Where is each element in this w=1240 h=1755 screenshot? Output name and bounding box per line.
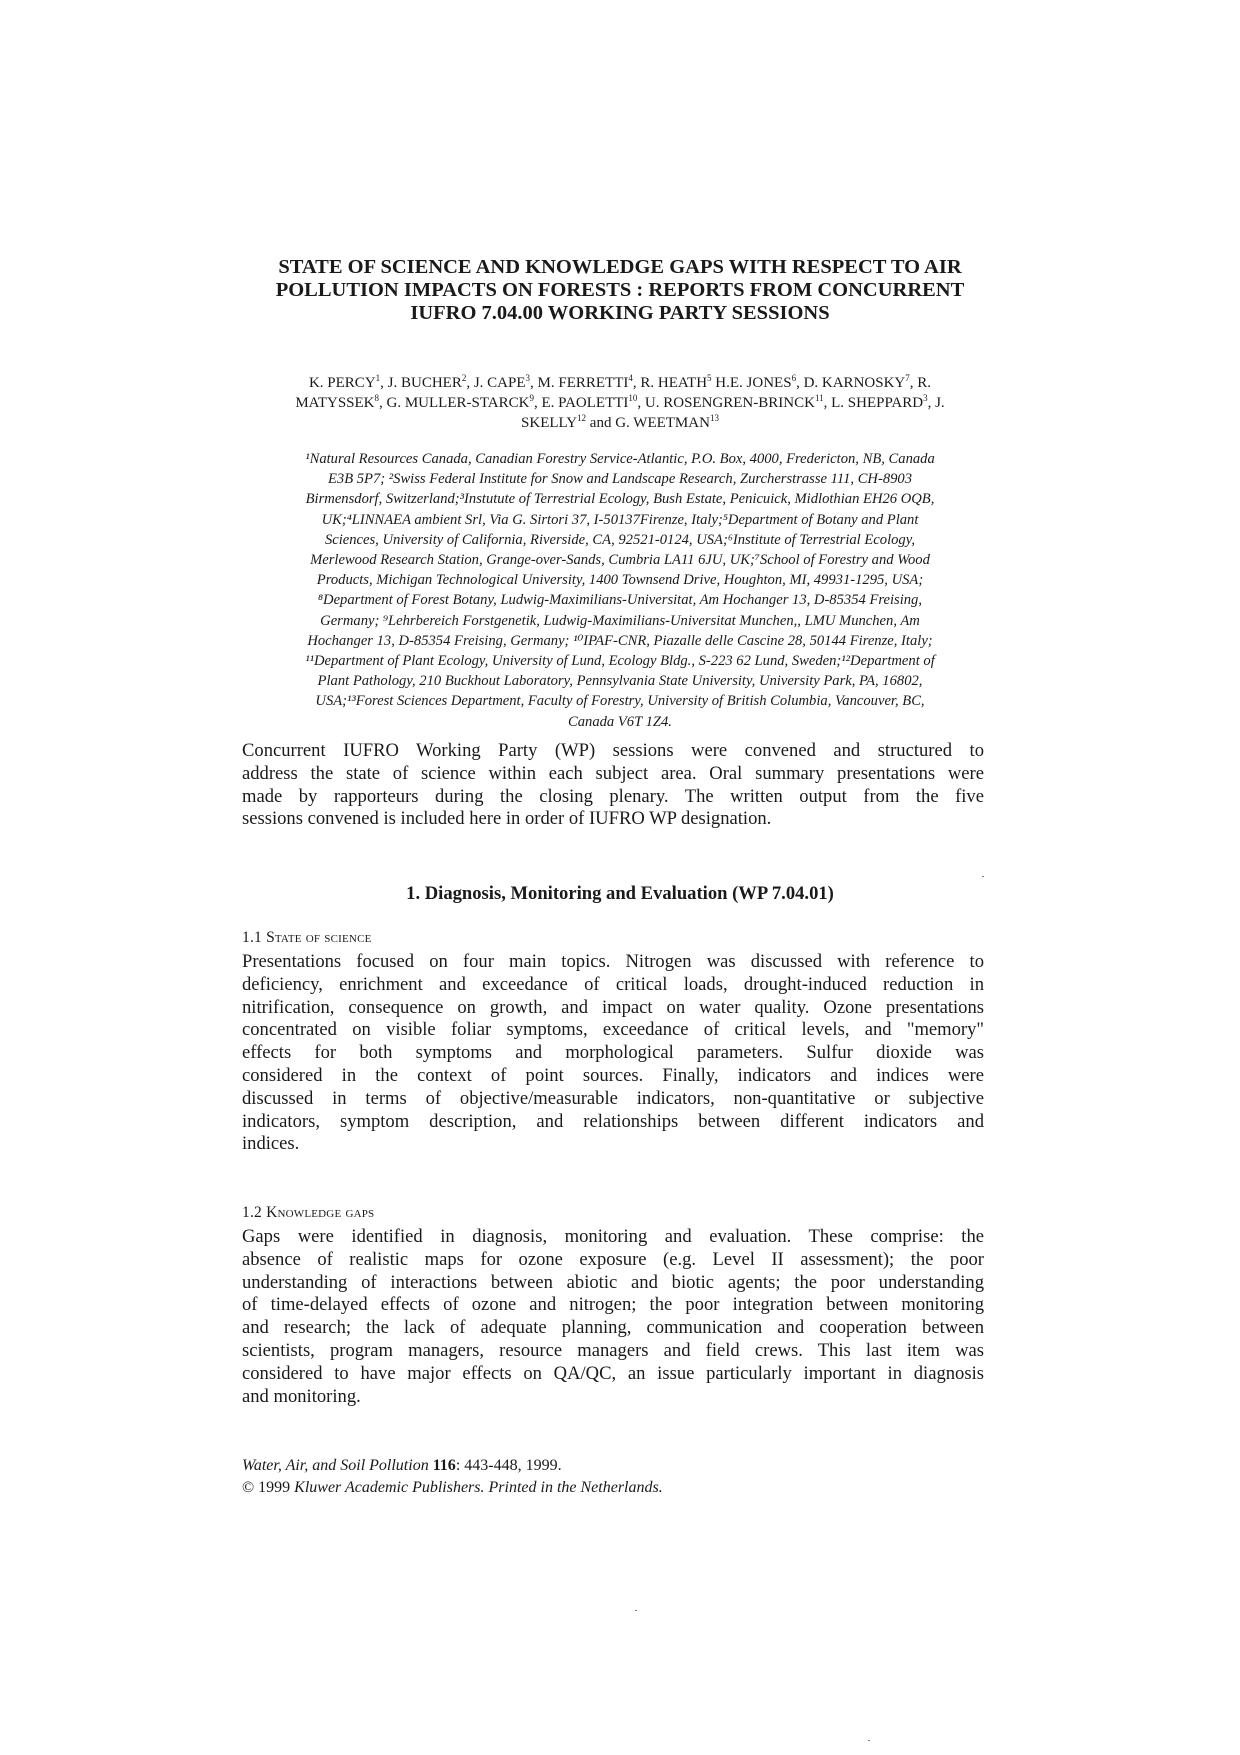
author: M. FERRETTI$^4$ xyxy=(537,373,633,391)
text-line: Presentations focused on four main topics. Nitrogen was discussed with reference to xyxy=(242,951,984,972)
subsection-heading: 1.2 Knowledge gaps xyxy=(242,1204,375,1221)
author: K. PERCY$^1$ xyxy=(308,373,381,391)
author: J. BUCHER$^2$ xyxy=(387,373,467,391)
citation-line: Water, Air, and Soil Pollution 116: 443-448, 1999. xyxy=(242,1457,562,1474)
affiliation-line: Germany; ⁹Lehrbereich Forstgenetik, Ludwig-Maximilians-Universitat Munchen,, LMU Munchen, Am xyxy=(320,612,920,629)
text-line: absence of realistic maps for ozone exposure (e.g. Level II assessment); the poor xyxy=(242,1248,984,1270)
text-line: concentrated on visible foliar symptoms, exceedance of critical levels, and "memory" xyxy=(242,1019,984,1041)
title-line: POLLUTION IMPACTS ON FORESTS : REPORTS FROM CONCURRENT xyxy=(275,279,965,301)
affiliation-line: USA;¹³Forest Sciences Department, Faculty of Forestry, University of British Columbia, Vancouver, BC, xyxy=(315,693,925,710)
affiliation-line: Products, Michigan Technological University, 1400 Townsend Drive, Houghton, MI, 49931-1295, USA; xyxy=(316,572,924,589)
text-line: nitrification, consequence on growth, and impact on water quality. Ozone presentations xyxy=(242,996,984,1018)
journal-footer xyxy=(242,1455,802,1499)
affiliation-line: Birmensdorf, Switzerland;³Instutute of Terrestrial Ecology, Bush Estate, Penicuick, Midlothian EH26 OQB, xyxy=(305,491,935,508)
affiliation-line: Sciences, University of California, Riverside, CA, 92521-0124, USA;⁶Institute of Terrestrial Ecology, xyxy=(324,531,916,548)
scan-speck xyxy=(982,876,984,877)
affiliation-line: E3B 5P7; ²Swiss Federal Institute for Snow and Landscape Research, Zurcherstrasse 111, CH-8903 xyxy=(327,471,913,488)
author-list: K. PERCY$^1$, J. BUCHER$^2$, J. CAPE$^3$, M. FERRETTI$^4$, R. HEATH$^5$ H.E. JONES$^6$, D. KARNOSKY$^7$, R. MATYSSEK$^8$, G. MULLER-STARCK$^9$, E. PAOLETTI$^{10}$, U. ROSENGREN-BRINCK$^{11}$, L. SHEPPARD$^3$, J. SKELLY$^{12}$ and G. WEETMAN$^{13}$ xyxy=(295,373,945,431)
text-line: considered to have major effects on QA/QC, an issue particularly important in diagnosis xyxy=(242,1362,984,1384)
title-line: IUFRO 7.04.00 WORKING PARTY SESSIONS xyxy=(410,302,830,324)
intro-paragraph xyxy=(242,740,984,831)
paper-title xyxy=(240,256,1000,325)
text-line: scientists, program managers, resource managers and field crews. This last item was xyxy=(242,1339,984,1361)
text-line: Gaps were identified in diagnosis, monitoring and evaluation. These comprise: the xyxy=(242,1226,984,1247)
section-heading: 1. Diagnosis, Monitoring and Evaluation (WP 7.04.01) xyxy=(406,883,834,904)
author: R. HEATH$^5$ xyxy=(640,373,712,391)
text-line: indices. xyxy=(242,1133,300,1155)
state-of-science-paragraph xyxy=(242,951,984,1156)
affiliation-line: ⁸Department of Forest Botany, Ludwig-Maximilians-Universitat, Am Hochanger 13, D-85354 Freising, xyxy=(317,592,923,609)
text-line: indicators, symptom description, and relationships between different indicators and xyxy=(242,1110,984,1132)
text-line: sessions convened is included here in order of IUFRO WP designation. xyxy=(242,808,772,830)
affiliations xyxy=(238,449,1002,732)
text-line: understanding of interactions between abiotic and biotic agents; the poor understanding xyxy=(242,1271,984,1293)
author: D. KARNOSKY$^7$ xyxy=(803,373,910,391)
subsection-heading: 1.1 State of science xyxy=(242,929,372,946)
text-line: effects for both symptoms and morphological parameters. Sulfur dioxide was xyxy=(242,1042,984,1064)
author: L. SHEPPARD$^3$ xyxy=(831,393,928,411)
affiliation-line: Canada V6T 1Z4. xyxy=(568,713,672,730)
title-line: STATE OF SCIENCE AND KNOWLEDGE GAPS WITH RESPECT TO AIR xyxy=(278,256,962,278)
author: U. ROSENGREN-BRINCK$^{11}$ xyxy=(644,393,824,411)
affiliation-line: UK;⁴LINNAEA ambient Srl, Via G. Sirtori 37, I-50137Firenze, Italy;⁵Department of Botany and Plant xyxy=(321,511,919,528)
text-line: and monitoring. xyxy=(242,1385,361,1407)
affiliation-line: ¹Natural Resources Canada, Canadian Forestry Service-Atlantic, P.O. Box, 4000, Fredericton, NB, Canada xyxy=(305,451,935,467)
text-line: Concurrent IUFRO Working Party (WP) sessions were convened and structured to xyxy=(242,740,984,761)
text-line: deficiency, enrichment and exceedance of critical loads, drought-induced reduction in xyxy=(242,973,984,995)
scan-speck xyxy=(635,1610,637,1611)
text-line: and research; the lack of adequate planning, communication and cooperation between xyxy=(242,1317,984,1339)
knowledge-gaps-paragraph xyxy=(242,1226,984,1408)
text-line: address the state of science within each subject area. Oral summary presentations were xyxy=(242,762,984,784)
affiliation-line: Plant Pathology, 210 Buckhout Laboratory, Pennsylvania State University, University Park, PA, 16802, xyxy=(317,673,923,690)
author: E. PAOLETTI$^{10}$ xyxy=(541,393,638,411)
text-line: made by rapporteurs during the closing plenary. The written output from the five xyxy=(242,785,984,807)
affiliation-line: Hochanger 13, D-85354 Freising, Germany; ¹⁰IPAF-CNR, Piazalle delle Cascine 28, 50144 Firenze, Italy; xyxy=(307,632,933,649)
affiliation-line: ¹¹Department of Plant Ecology, University of Lund, Ecology Bldg., S-223 62 Lund, Sweden;¹²Department of xyxy=(305,653,935,670)
copyright-line: © 1999 Kluwer Academic Publishers. Printed in the Netherlands. xyxy=(242,1479,663,1496)
author: J. CAPE$^3$ xyxy=(473,373,531,391)
author: G. WEETMAN$^{13}$ xyxy=(615,413,719,431)
affiliation-line: Merlewood Research Station, Grange-over-Sands, Cumbria LA11 6JU, UK;⁷School of Forestry and Wood xyxy=(310,552,930,569)
text-line: of time-delayed effects of ozone and nitrogen; the poor integration between monitoring xyxy=(242,1294,984,1316)
author: H.E. JONES$^6$ xyxy=(715,373,797,391)
text-line: considered in the context of point sources. Finally, indicators and indices were xyxy=(242,1064,984,1086)
text-line: discussed in terms of objective/measurable indicators, non-quantitative or subjective xyxy=(242,1087,984,1109)
author: G. MULLER-STARCK$^9$ xyxy=(386,393,534,411)
scan-speck xyxy=(868,1740,870,1741)
